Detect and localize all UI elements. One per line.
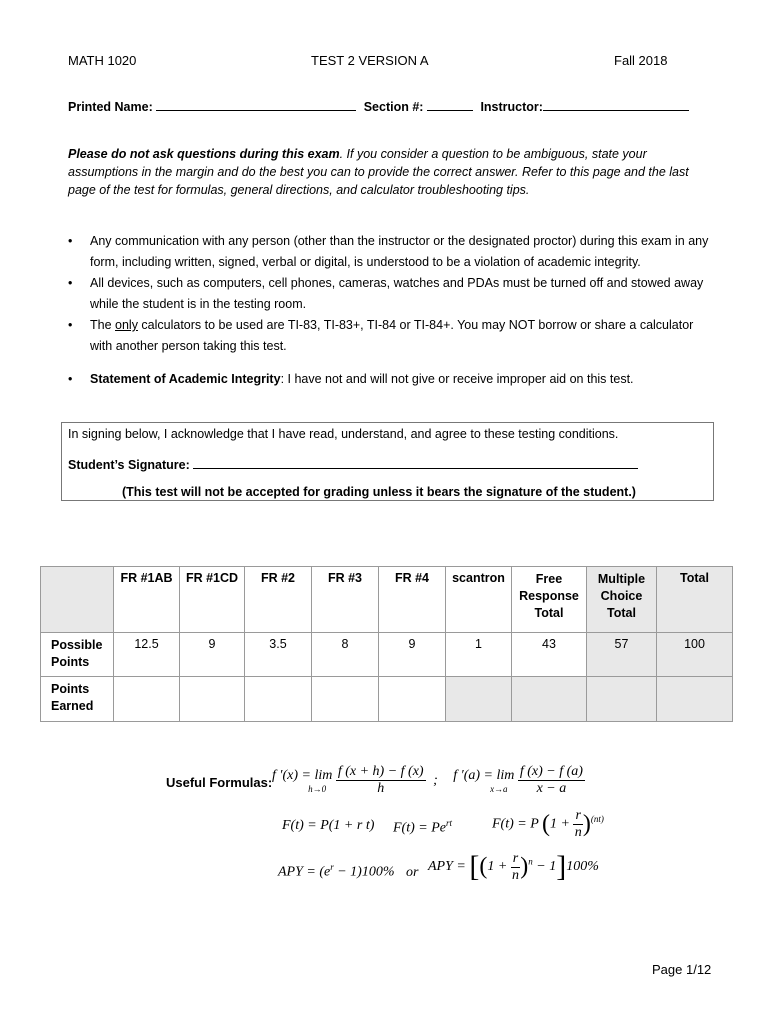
header-fr3: FR #3 (312, 567, 379, 633)
table-header-row (41, 567, 733, 633)
earned-fr1ab[interactable] (114, 677, 180, 722)
bullet-icon: • (68, 276, 73, 290)
earned-free-response-total[interactable] (512, 677, 587, 722)
derivative-fraction: $\frac{f (x + h) - f (x)}{h}$ (337, 764, 424, 796)
rule-communication: • Any communication with any person (other than the instructor or the designated proctor) during this exam in any form, including written, signed, verbal or digital, is understood to be a violation of academic integrity. (68, 231, 718, 273)
instructor-label: Instructor: (480, 100, 543, 114)
rule-calculators: • The only calculators to be used are TI-83, TI-83+, TI-84 or TI-84+. You may NOT borrow or share a calculator with another person taking this test. (68, 315, 718, 357)
instructions-bold: Please do not ask questions during this exam (68, 147, 340, 161)
header-scantron: scantron (446, 567, 512, 633)
apy-compound-formula: APY = [(1 + $\frac{r}{n}$ )$^n$ − 1]100% (428, 850, 599, 883)
formulas-label: Useful Formulas: (166, 775, 273, 790)
header-fr1cd: FR #1CD (180, 567, 245, 633)
possible-fr1ab: 12.5 (114, 633, 180, 677)
continuous-interest-formula: $F(t) = Pe^{rt}$ (393, 818, 452, 836)
earned-multiple-choice-total[interactable] (587, 677, 657, 722)
header-fr4: FR #4 (379, 567, 446, 633)
section-label: Section #: (363, 100, 424, 114)
bullet-icon: • (68, 318, 73, 332)
section-blank[interactable] (427, 98, 473, 111)
header-multiple-choice-total: Multiple Choice Total (587, 567, 657, 633)
possible-scantron: 1 (446, 633, 512, 677)
apy-continuous-formula: APY = $(e^r - 1)100\%$ or (278, 862, 419, 880)
header-fr2: FR #2 (245, 567, 312, 633)
possible-points-label: Possible Points (41, 633, 114, 677)
course-title: MATH 1020 (68, 53, 137, 68)
possible-free-response-total: 43 (512, 633, 587, 677)
acknowledgement-box (61, 422, 714, 501)
bullet-icon: • (68, 234, 73, 248)
corner-cell (41, 567, 114, 633)
score-table (40, 566, 733, 722)
rule-devices: • All devices, such as computers, cell phones, cameras, watches and PDAs must be turned off and stowed away while the student is in the testing room. (68, 273, 718, 315)
page-number: Page 1/12 (652, 962, 712, 977)
rule-academic-integrity: • Statement of Academic Integrity: I have not and will not give or receive improper aid on this test. (68, 369, 718, 390)
earned-fr2[interactable] (245, 677, 312, 722)
signature-note: (This test will not be accepted for grading unless it bears the signature of the student.) (122, 485, 636, 499)
instructor-blank[interactable] (543, 98, 689, 111)
possible-fr2: 3.5 (245, 633, 312, 677)
test-version: TEST 2 VERSION A (311, 53, 429, 68)
earned-fr4[interactable] (379, 677, 446, 722)
simple-interest-formula: F(t) = P(1 + r t) (282, 818, 375, 833)
derivative-at-a-fraction: $\frac{f (x) - f (a)}{x - a}$ (519, 764, 583, 796)
signature-blank[interactable] (193, 456, 638, 469)
derivative-formula: f ′(x) = lim h→0 $\frac{f (x + h) - f (x)}{h}$ ; f ′(a) = lim x→a $\frac{f (x) - f (a)}{x - a}$ (272, 764, 583, 796)
earned-total[interactable] (657, 677, 733, 722)
header-fr1ab: FR #1AB (114, 567, 180, 633)
term: Fall 2018 (614, 53, 668, 68)
possible-multiple-choice-total: 57 (587, 633, 657, 677)
possible-points-row (41, 633, 733, 677)
earned-fr1cd[interactable] (180, 677, 245, 722)
name-label: Printed Name: (68, 100, 153, 114)
compound-interest-formula: F(t) = P (1 + $\frac{r}{n}$ )$^{(nt)}$ (492, 808, 604, 840)
header-free-response-total: Free Response Total (512, 567, 587, 633)
acknowledgement-text: In signing below, I acknowledge that I have read, understand, and agree to these testing conditions. (68, 427, 619, 441)
possible-total: 100 (657, 633, 733, 677)
signature-label: Student’s Signature: (68, 458, 190, 472)
earned-fr3[interactable] (312, 677, 379, 722)
possible-fr1cd: 9 (180, 633, 245, 677)
earned-scantron[interactable] (446, 677, 512, 722)
points-earned-label: Points Earned (41, 677, 114, 722)
name-blank[interactable] (156, 98, 356, 111)
header-total: Total (657, 567, 733, 633)
instructions-paragraph (68, 145, 708, 199)
signature-row (68, 456, 638, 472)
student-info-fields (68, 98, 689, 114)
rules-list (68, 231, 718, 390)
possible-fr4: 9 (379, 633, 446, 677)
bullet-icon: • (68, 372, 73, 386)
instructions-text: . If you consider a question to be ambiguous, state your assumptions in the margin and do the best you can to provide the correct answer. Refer to this page and the last page of the test for formulas, general directions, and calculator troubleshooting tips. (68, 147, 689, 197)
points-earned-row (41, 677, 733, 722)
possible-fr3: 8 (312, 633, 379, 677)
